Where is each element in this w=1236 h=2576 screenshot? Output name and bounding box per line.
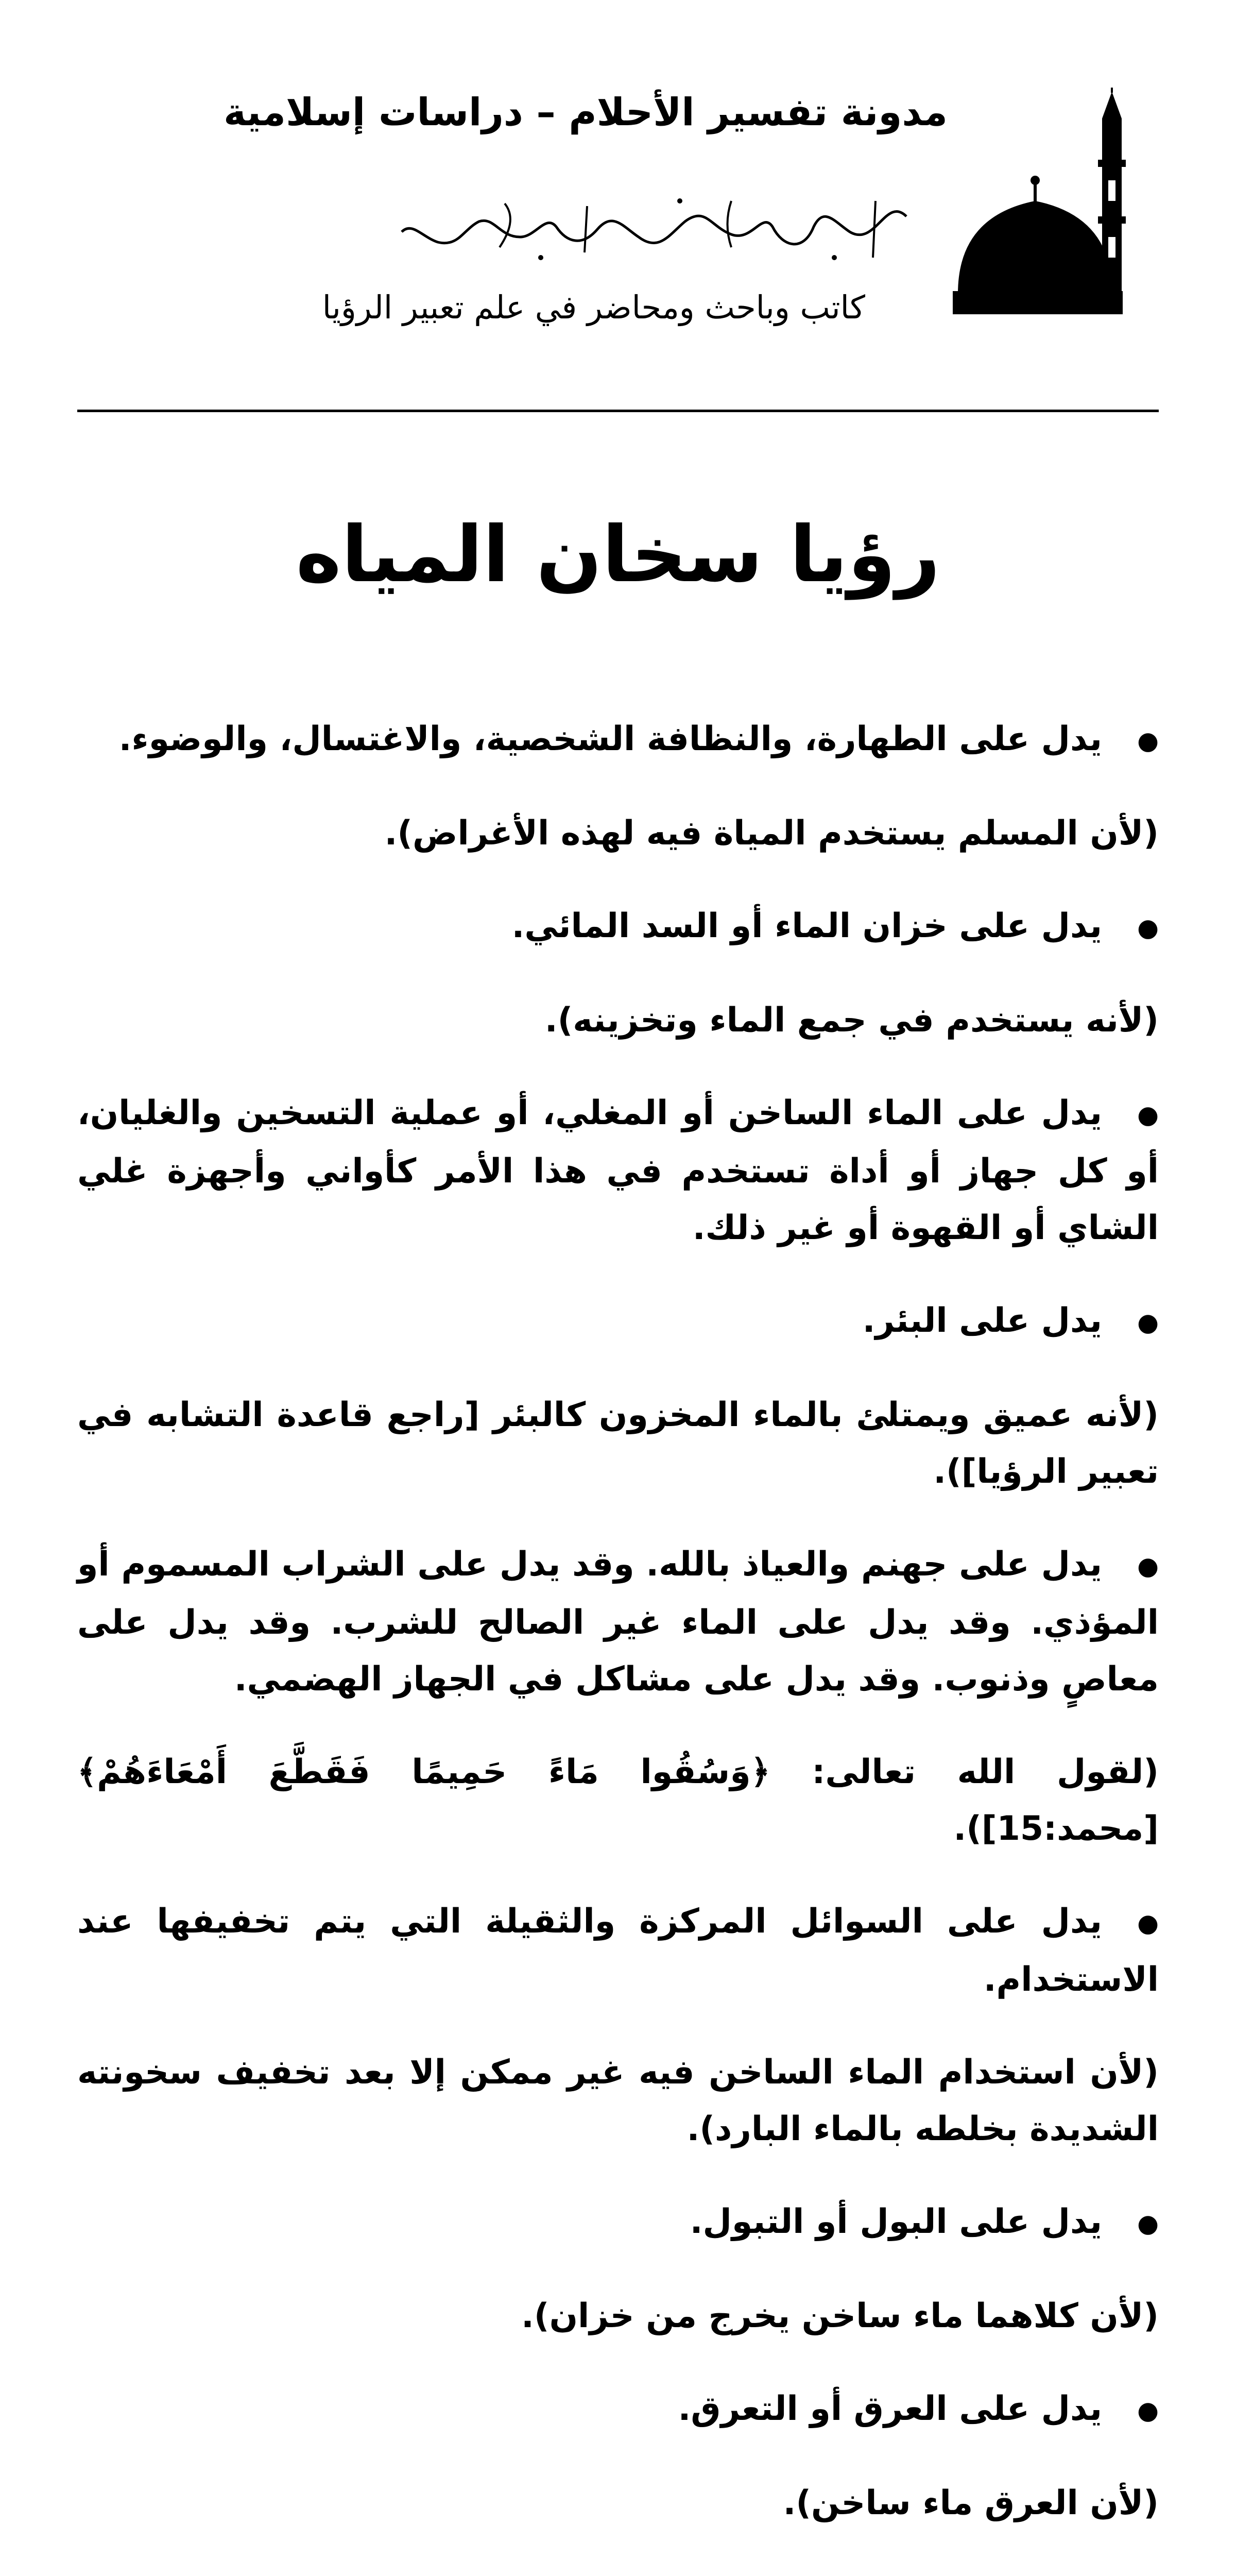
paragraph-text: يدل على الطهارة، والنظافة الشخصية، والاغتسال، والوضوء.: [118, 720, 1102, 758]
bullet-icon: ●: [1137, 2209, 1159, 2238]
reason-note: [77, 805, 1159, 862]
reason-note: [77, 2288, 1159, 2345]
bullet-icon: ●: [1137, 1308, 1159, 1337]
paragraph-text: يدل على خزان الماء أو السد المائي.: [511, 906, 1102, 945]
bullet-point: [77, 898, 1159, 956]
reason-note: [77, 2475, 1159, 2532]
header: [0, 0, 1236, 412]
bullet-icon: ●: [1137, 726, 1159, 755]
reason-note: [77, 1744, 1159, 1857]
bullet-point: [77, 2194, 1159, 2252]
bullet-icon: ●: [1137, 1908, 1159, 1938]
bullet-point: [77, 1893, 1159, 2008]
reason-note: [77, 1387, 1159, 1500]
bullet-point: [77, 1085, 1159, 1257]
blog-title: مدونة تفسير الأحلام – دراسات إسلامية: [224, 90, 948, 134]
paragraph-text: (لأن العرق ماء ساخن).: [783, 2483, 1159, 2522]
paragraph-text: يدل على العرق أو التعرق.: [678, 2389, 1102, 2428]
author-signature: [371, 185, 937, 273]
bullet-icon: ●: [1137, 1551, 1159, 1581]
bullet-point: [77, 711, 1159, 769]
reason-note: [77, 2044, 1159, 2158]
paragraph-text: (لأنه يستخدم في جمع الماء وتخزينه).: [544, 1001, 1159, 1040]
paragraph-text: (لأنه عميق ويمتلئ بالماء المخزون كالبئر [راجع قاعدة التشابه في تعبير الرؤيا]).: [77, 1395, 1159, 1491]
paragraph-text: يدل على الماء الساخن أو المغلي، أو عملية التسخين والغليان، أو كل جهاز أو أداة تستخدم في هذا الأمر كأواني وأجهزة غلي الشاي أو القهوة أو غير ذلك.: [77, 1093, 1159, 1247]
reason-note: [77, 992, 1159, 1049]
bullet-icon: ●: [1137, 2396, 1159, 2425]
bullet-point: [77, 2568, 1159, 2576]
paragraph-text: يدل على البول أو التبول.: [690, 2202, 1102, 2241]
paragraph-text: يدل على البئر.: [862, 1301, 1102, 1340]
bullet-point: [77, 2381, 1159, 2439]
article-body: [77, 711, 1159, 2576]
page-title: رؤيا سخان المياه: [296, 510, 940, 600]
paragraph-text: (لأن كلاهما ماء ساخن يخرج من خزان).: [521, 2296, 1159, 2335]
paragraph-text: يدل على جهنم والعياذ بالله. وقد يدل على الشراب المسموم أو المؤذي. وقد يدل على الماء غير الصالح للشرب. وقد يدل على معاصٍ وذنوب. وقد يدل على مشاكل في الجهاز الهضمي.: [77, 1545, 1159, 1699]
paragraph-text: (لقول الله تعالى: ﴿وَسُقُوا مَاءً حَمِيمًا فَقَطَّعَ أَمْعَاءَهُمْ﴾ [محمد:15]).: [77, 1752, 1159, 1848]
bullet-icon: [1102, 2569, 1159, 2576]
paragraph-text: (لأن المسلم يستخدم المياة فيه لهذه الأغراض).: [384, 814, 1159, 853]
bullet-icon: ●: [1137, 1100, 1159, 1129]
bullet-point: [77, 1293, 1159, 1351]
paragraph-text: يدل على السوائل المركزة والثقيلة التي يتم تخفيفها عند الاستخدام.: [77, 1902, 1159, 1999]
bullet-icon: ●: [1137, 913, 1159, 942]
header-divider: [77, 410, 1159, 412]
paragraph-text: (لأن استخدام الماء الساخن فيه غير ممكن إلا بعد تخفيف سخونته الشديدة بخلطه بالماء البارد).: [77, 2053, 1159, 2148]
bullet-point: [77, 1536, 1159, 1708]
author-description: كاتب وباحث ومحاضر في علم تعبير الرؤيا: [322, 289, 865, 326]
mosque-dome-minaret-icon: [948, 88, 1154, 314]
